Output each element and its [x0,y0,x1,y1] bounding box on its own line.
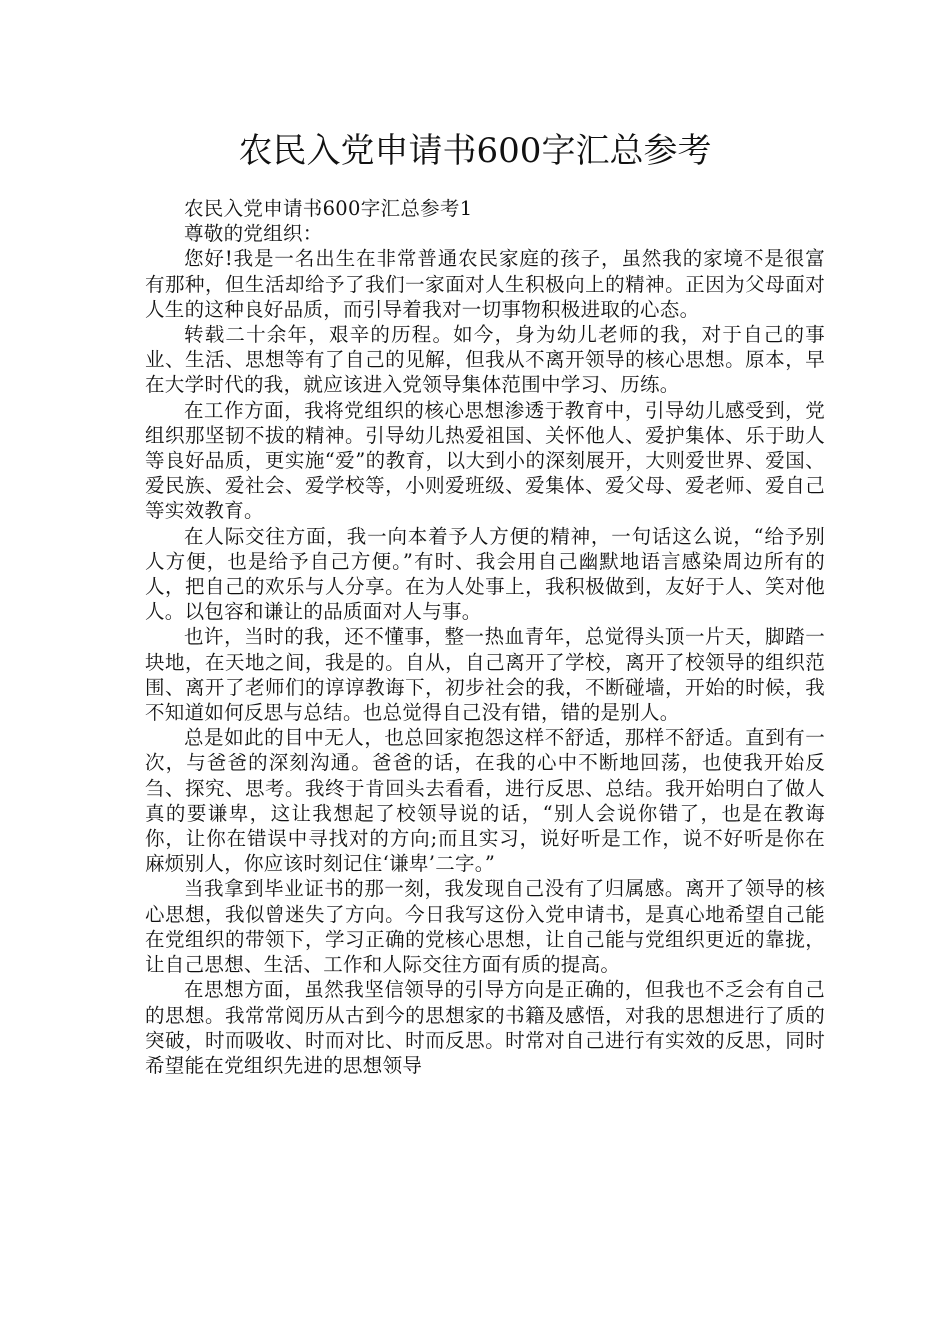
document-title: 农民入党申请书600字汇总参考 [238,131,712,171]
paragraph: 转载二十余年，艰辛的历程。如今，身为幼儿老师的我，对于自己的事业、生活、思想等有了自己的见解，但我从不离开领导的核心思想。原本，早在大学时代的我，就应该进入党领导集体范围中学习、历练。 [145,323,825,397]
paragraph: 总是如此的目中无人，也总回家抱怨这样不舒适，那样不舒适。直到有一次，与爸爸的深刻沟通。爸爸的话，在我的心中不断地回荡，也使我开始反刍、探究、思考。我终于肯回头去看看，进行反思、总结。我开始明白了做人真的要谦卑，这让我想起了校领导说的话，“别人会说你错了，也是在教诲你，让你在错误中寻找对的方向;而且实习，说好听是工作，说不好听是你在麻烦别人，你应该时刻记住‘谦卑’二字。” [145,726,825,876]
salutation: 尊敬的党组织： [184,222,323,246]
document-body [145,196,825,1078]
paragraph: 当我拿到毕业证书的那一刻，我发现自己没有了归属感。离开了领导的核心思想，我似曾迷失了方向。今日我写这份入党申请书，是真心地希望自己能在党组织的带领下，学习正确的党核心思想，让自己能与党组织更近的靠拢，让自己思想、生活、工作和人际交往方面有质的提高。 [145,877,825,977]
document-subtitle: 农民入党申请书600字汇总参考1 [184,197,473,220]
paragraph: 您好!我是一名出生在非常普通农民家庭的孩子，虽然我的家境不是很富有那种，但生活却给予了我们一家面对人生积极向上的精神。正因为父母面对人生的这种良好品质，而引导着我对一切事物积极进取的心态。 [145,247,825,321]
paragraph: 在思想方面，虽然我坚信领导的引导方向是正确的，但我也不乏会有自己的思想。我常常阅历从古到今的思想家的书籍及感悟，对我的思想进行了质的突破，时而吸收、时而对比、时而反思。时常对自己进行有实效的反思，同时希望能在党组织先进的思想领导 [145,978,825,1077]
paragraph: 在工作方面，我将党组织的核心思想渗透于教育中，引导幼儿感受到，党组织那坚韧不拔的精神。引导幼儿热爱祖国、关怀他人、爱护集体、乐于助人等良好品质，更实施“爱”的教育，以大到小的深刻展开，大则爱世界、爱国、爱民族、爱社会、爱学校等，小则爱班级、爱集体、爱父母、爱老师、爱自己等实效教育。 [145,398,825,523]
paragraph: 也许，当时的我，还不懂事，整一热血青年，总觉得头顶一片天，脚踏一块地，在天地之间，我是的。自从，自己离开了学校，离开了校领导的组织范围、离开了老师们的谆谆教诲下，初步社会的我，不断碰墙，开始的时候，我不知道如何反思与总结。也总觉得自己没有错，错的是别人。 [145,625,825,725]
paragraph: 在人际交往方面，我一向本着予人方便的精神，一句话这么说，“给予别人方便，也是给予自己方便。”有时、我会用自己幽默地语言感染周边所有的人，把自己的欢乐与人分享。在为人处事上，我积极做到，友好于人、笑对他人。以包容和谦让的品质面对人与事。 [145,524,825,624]
